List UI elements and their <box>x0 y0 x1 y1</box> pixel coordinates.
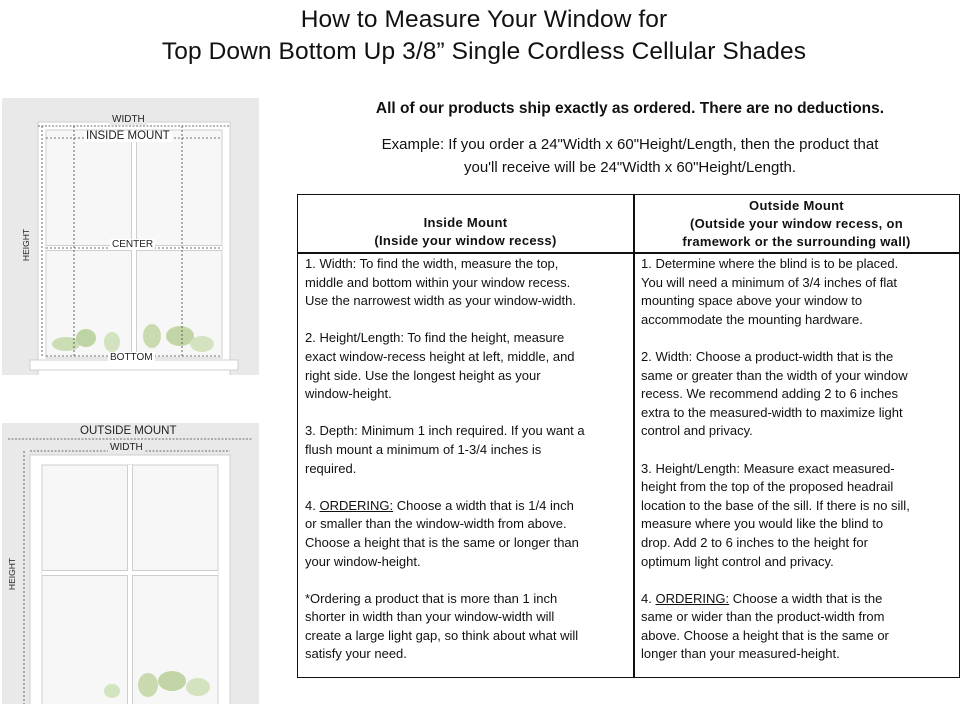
outside-mount-header <box>635 195 958 254</box>
outside-step-width: 2. Width: Choose a product-width that is the same or greater than the width of your window recess. We recommend adding 2 to 6 inches extra to the measured-width to maximize light control and privacy. <box>641 348 908 439</box>
outside-mount-window-drawing <box>2 423 259 704</box>
outside-header-line-1: Outside Mount <box>749 198 844 213</box>
outside-step-placement: 1. Determine where the blind is to be placed. You will need a minimum of 3/4 inches of flat mounting space above your window to accommodate the mounting hardware. <box>641 256 899 327</box>
inside-mount-label: INSIDE MOUNT <box>86 130 170 142</box>
title-line-1: How to Measure Your Window for <box>300 6 668 33</box>
outside-width-label: WIDTH <box>110 442 143 453</box>
outside-mount-instructions <box>641 255 955 683</box>
inside-mount-header <box>298 195 633 260</box>
inside-mount-instructions <box>305 255 631 683</box>
column-divider <box>633 195 635 677</box>
measurement-table <box>297 194 960 678</box>
ordering-heading: ORDERING: <box>655 590 730 606</box>
no-deductions-notice: All of our products ship exactly as ordered. There are no deductions. <box>375 100 885 117</box>
example-line-1: Example: If you order a 24"Width x 60"Height/Length, then the product that <box>381 136 879 153</box>
inside-center-label: CENTER <box>112 239 154 250</box>
example-text <box>300 133 960 179</box>
outside-step-height: 3. Height/Length: Measure exact measured- height from the top of the proposed headrail location to the base of the sill. If there is no sill, measure where you would like the blind to drop. Add 2 to 6 inches to the height for optimum light control and privacy. <box>641 460 910 569</box>
outside-height-label: HEIGHT <box>7 557 18 591</box>
inside-header-line-1: Inside Mount <box>423 214 508 230</box>
inside-step-height: 2. Height/Length: To find the height, measure exact window-recess height at left, middle, and right side. Use the longest height as your window-height. <box>305 330 575 402</box>
outside-step-ordering: 4. ORDERING: Choose a width that is the same or wider than the product-width from above. Choose a height that is the same or longer than your measured-height. <box>641 590 889 662</box>
ordering-heading: ORDERING: <box>319 497 394 513</box>
inside-step-width: 1. Width: To find the width, measure the top, middle and bottom within your window recess. Use the narrowest width as your window-width. <box>305 256 576 309</box>
inside-light-gap-note: *Ordering a product that is more than 1 inch shorter in width than your window-width will create a large light gap, so think about what will satisfy your need. <box>305 590 579 662</box>
inside-mount-diagram <box>2 98 259 375</box>
inside-bottom-label: BOTTOM <box>110 352 153 363</box>
page-title <box>0 4 968 68</box>
inside-step-ordering: 4. ORDERING: Choose a width that is 1/4 inch or smaller than the window-width from above. Choose a height that is the same or longer than your window-height. <box>305 497 579 569</box>
outside-header-line-2: (Outside your window recess, on <box>689 216 903 231</box>
outside-mount-diagram <box>2 423 259 704</box>
example-line-2: you'll receive will be 24"Width x 60"Height/Length. <box>463 159 797 176</box>
outside-mount-label: OUTSIDE MOUNT <box>80 425 177 437</box>
inside-width-label: WIDTH <box>112 114 145 125</box>
inside-step-depth: 3. Depth: Minimum 1 inch required. If you want a flush mount a minimum of 1-3/4 inches is required. <box>305 423 585 476</box>
inside-header-line-2: (Inside your window recess) <box>374 232 557 248</box>
outside-header-line-3: framework or the surrounding wall) <box>682 234 911 249</box>
title-line-2: Top Down Bottom Up 3/8” Single Cordless Cellular Shades <box>161 38 807 65</box>
inside-height-label: HEIGHT <box>21 228 32 262</box>
